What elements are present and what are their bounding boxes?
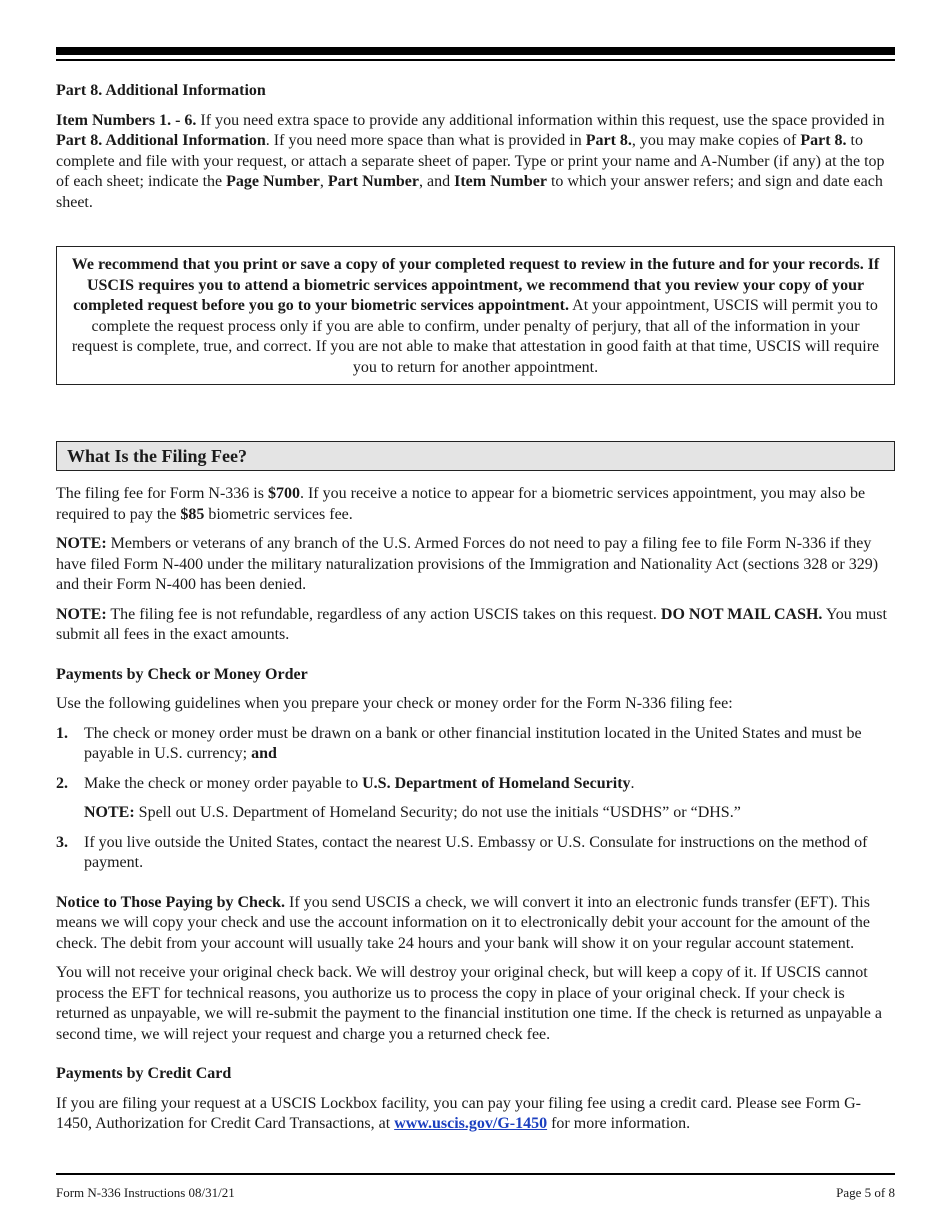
list-item: 3. If you live outside the United States, contact the nearest U.S. Embassy or U.S. Consulate for instructions on the method of payment. — [56, 833, 868, 871]
filing-fee-amount: $700 — [267, 485, 300, 502]
credit-card-paragraph: If you are filing your request at a USCIS Lockbox facility, you can pay your filing fee using a credit card. Please see Form G-1450, Authorization for Credit Card Transactions, at www.uscis.gov/G-1450 for more information. — [56, 1094, 861, 1132]
footer-page-number: Page 5 of 8 — [836, 1185, 895, 1200]
recommendation-bold: We recommend that you print or save a copy of your completed request to review in the future and for your records. If USCIS requires you to attend a biometric services appointment, we recommend that you review your copy of your completed request before you go to your biometric services appointment. — [71, 256, 880, 314]
check-payments-heading: Payments by Check or Money Order — [56, 665, 308, 683]
refund-note: NOTE: The filing fee is not refundable, regardless of any action USCIS takes on this request. DO NOT MAIL CASH. You must submit all fees in the exact amounts. — [56, 605, 887, 643]
credit-card-heading: Payments by Credit Card — [56, 1065, 232, 1082]
initials-note: NOTE: Spell out U.S. Department of Homeland Security; do not use the initials “USDHS” or “DHS.” — [84, 804, 741, 821]
page-content — [56, 81, 895, 1144]
filing-fee-section-header: What Is the Filing Fee? — [56, 441, 895, 471]
list-item: 1. The check or money order must be drawn on a bank or other financial institution located in the United States and must be payable in U.S. currency; and — [56, 724, 862, 762]
footer-form-label: Form N-336 Instructions 08/31/21 — [56, 1185, 235, 1200]
recommendation-text: At your appointment, USCIS will permit you to complete the request process only if you are able to confirm, under penalty of perjury, that all of the information in your request is complete, true, and correct. If you are not able to make that attestation in good faith at that time, USCIS will require you to return for another appointment. — [71, 297, 880, 376]
footer-rule — [56, 1173, 895, 1175]
top-thin-rule — [56, 59, 895, 61]
part8-paragraph: Item Numbers 1. - 6. If you need extra space to provide any additional information within this request, use the space provided in Part 8. Additional Information. If you need more space than what is provided in Part 8., you may make copies of Part 8. to complete and file with your request, or attach a separate sheet of paper. Type or print your name and A-Number (if any) at the top of each sheet; indicate the Page Number, Part Number, and Item Number to which your answer refers; and sign and date each sheet. — [56, 111, 885, 211]
g1450-link[interactable]: www.uscis.gov/G-1450 — [394, 1115, 548, 1132]
biometric-fee-amount: $85 — [180, 505, 205, 523]
top-thick-rule — [56, 47, 895, 55]
filing-fee-paragraph: The filing fee for Form N-336 is $700. If you receive a notice to appear for a biometric services appointment, you may also be required to pay the $85 biometric services fee. — [56, 485, 866, 523]
military-note: NOTE: Members or veterans of any branch of the U.S. Armed Forces do not need to pay a filing fee to file Form N-336 if they have filed Form N-400 under the military naturalization provisions of the Immigration and Nationality Act (sections 328 or 329) and their Form N-400 has been denied. — [56, 535, 879, 593]
check-payments-intro: Use the following guidelines when you prepare your check or money order for the Form N-336 filing fee: — [56, 695, 733, 712]
list-item: 2. Make the check or money order payable to U.S. Department of Homeland Security. — [56, 774, 635, 792]
part8-heading: Part 8. Additional Information — [56, 82, 266, 99]
notice-paying-by-check: Notice to Those Paying by Check. If you send USCIS a check, we will convert it into an electronic funds transfer (EFT). This means we will copy your check and use the account information on it to electronically debit your account for the amount of the check. The debit from your account will usually take 24 hours and your bank will show it on your regular account statement. — [56, 893, 870, 952]
recommendation-box — [56, 246, 895, 385]
original-check-paragraph: You will not receive your original check back. We will destroy your original check, but will keep a copy of it. If USCIS cannot process the EFT for technical reasons, you authorize us to process the copy in place of your original check. If your check is returned as unpayable, we will re-submit the payment to the financial institution one time. If the check is returned as unpayable a second time, we will reject your request and charge you a returned check fee. — [56, 964, 882, 1043]
